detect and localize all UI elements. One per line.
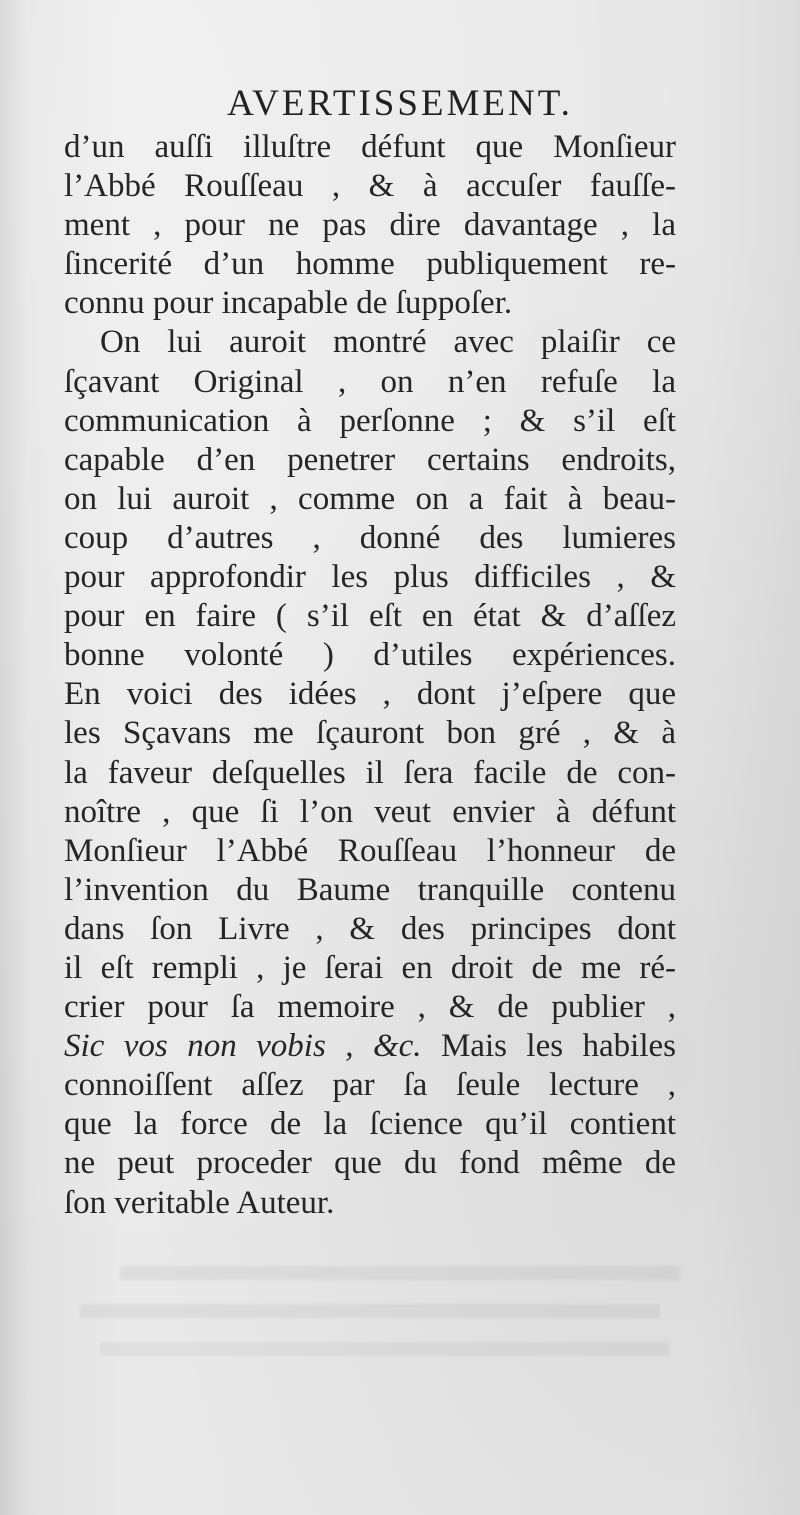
- text-line: ſçavant Original , on n’en refuſe la: [64, 363, 676, 400]
- text-line: dans ſon Livre , & des principes dont: [64, 910, 676, 947]
- text-line-mixed: [64, 1027, 676, 1066]
- text-line: coup d’autres , donné des lumieres: [64, 519, 676, 556]
- text-line: noître , que ſi l’on veut envier à défunt: [64, 793, 676, 830]
- text-line: ſincerité d’un homme publiquement re-: [64, 246, 676, 283]
- text-line: En voici des idées , dont j’eſpere que: [64, 676, 676, 713]
- text-line: capable d’en penetrer certains endroits,: [64, 441, 676, 478]
- text-line: l’Abbé Rouſſeau , & à accuſer fauſſe-: [64, 168, 676, 205]
- text-line: pour en faire ( s’il eſt en état & d’aſſez: [64, 598, 676, 635]
- text-line: d’un auſſi illuſtre défunt que Monſieur: [64, 129, 676, 165]
- text-line: bonne volonté ) d’utiles expériences.: [64, 637, 676, 674]
- running-header: AVERTISSEMENT.: [227, 83, 573, 124]
- body-text: [64, 128, 676, 1223]
- show-through-texture: [80, 1258, 680, 1368]
- show-through-shadow: [70, 1258, 680, 1378]
- text-line-tail: Mais les habiles: [440, 1028, 676, 1065]
- text-line: pour approfondir les plus difficiles , &: [64, 559, 676, 596]
- text-line: que la force de la ſcience qu’il contient: [64, 1106, 676, 1143]
- text-line: ne peut proceder que du fond même de: [64, 1145, 676, 1182]
- text-line: Monſieur l’Abbé Rouſſeau l’honneur de: [64, 832, 676, 869]
- text-line: l’invention du Baume tranquille contenu: [64, 871, 676, 908]
- text-line: ſon veritable Auteur.: [64, 1184, 335, 1221]
- text-line: connoiſſent aſſez par ſa ſeule lecture ,: [64, 1067, 676, 1104]
- text-line: On lui auroit montré avec plaiſir ce: [100, 324, 676, 361]
- text-line: la faveur deſquelles il ſera facile de con-: [64, 754, 676, 791]
- text-line: connu pour incapable de ſuppoſer.: [64, 285, 513, 322]
- text-line: crier pour ſa memoire , & de publier ,: [64, 989, 676, 1026]
- italic-phrase: Sic vos non vobis , &c.: [64, 1028, 422, 1065]
- text-line: les Sçavans me ſçauront bon gré , & à: [64, 715, 676, 752]
- text-line: communication à perſonne ; & s’il eſt: [64, 402, 676, 439]
- text-line: ment , pour ne pas dire davantage , la: [64, 207, 676, 244]
- text-line: on lui auroit , comme on a fait à beau-: [64, 480, 676, 517]
- text-line: il eſt rempli , je ſerai en droit de me ré-: [64, 949, 676, 986]
